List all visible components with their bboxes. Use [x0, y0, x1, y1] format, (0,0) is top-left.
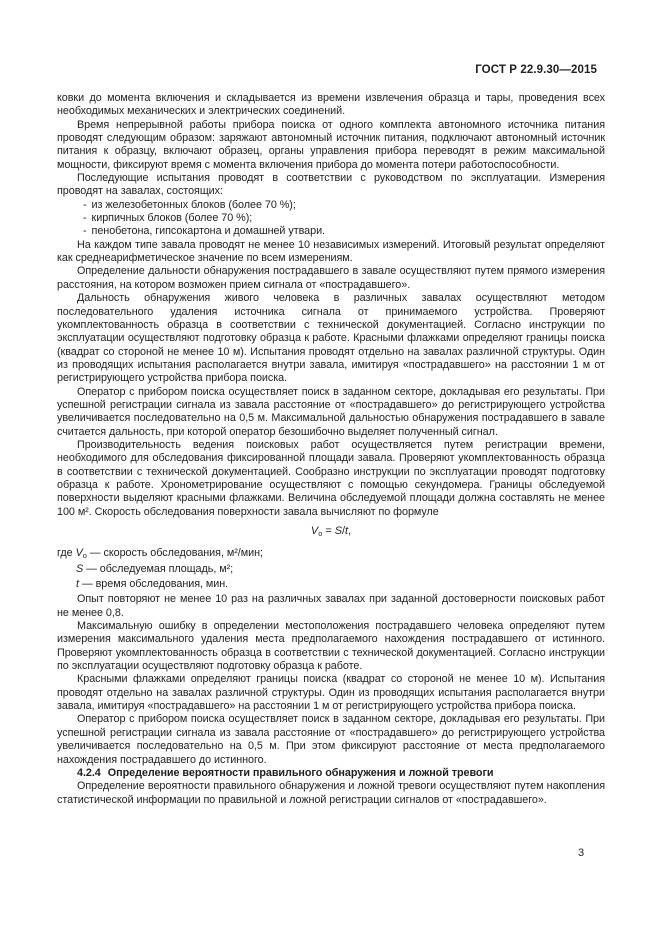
formula-comma: , [348, 525, 352, 537]
formula-subscript: о [318, 529, 323, 538]
standard-code-header: ГОСТ Р 22.9.30—2015 [475, 64, 597, 76]
paragraph: Определение вероятности правильного обнаружения и ложной тревоги осуществляют путем накопления статистической информации по правильной и ложной регистрации сигналов от «пострадавшего». [57, 780, 605, 806]
section-title: Определение вероятности правильного обнаружения и ложной тревоги [107, 766, 494, 779]
list-item-text: пенобетона, гипсокартона и домашней утвари. [91, 225, 326, 238]
list-dash: - [83, 198, 87, 211]
paragraph: Оператор с прибором поиска осуществляет поиск в заданном секторе, докладывая его результаты. При успешной регистрации сигнала из завала расстояние от «пострадавшего» до регистрирующего устройства увеличивается последовательно на 0,5 м. При этом фиксируют расстояние от места предполагаемого нахождения пострадавшего до истинного. [57, 713, 605, 766]
section-heading-4-2-4 [57, 767, 605, 780]
paragraph: Оператор с прибором поиска осуществляет поиск в заданном секторе, докладывая его результаты. При успешной регистрации сигнала из завала расстояние от «пострадавшего» до регистрирующего устройства увеличивается последовательно на 0,5 м. Максимальной дальностью обнаружения пострадавшего в завале считается дальность, при которой оператор безошибочно выделяет полученный сигнал. [57, 385, 605, 438]
document-body [57, 92, 605, 807]
paragraph: Последующие испытания проводят в соответствии с руководством по эксплуатации. Измерения проводят на завалах, состоящих: [57, 172, 605, 198]
list-item-text: кирпичных блоков (более 70 %); [91, 212, 253, 225]
definition-text: — обследуемая площадь, м²; [83, 562, 234, 575]
definition-line [57, 563, 605, 578]
section-number: 4.2.4 [77, 766, 101, 779]
paragraph: Максимальную ошибку в определении местоположения пострадавшего человека определяют путем измерения максимального удаления места предполагаемого нахождения пострадавшего от истинного. Проверяют укомплектованность образца в соответствии с технической документацией. Согласно инструкции по эксплуатации осуществляют подготовку образца к работе. [57, 620, 605, 673]
definition-text: — время обследования, мин. [78, 578, 229, 591]
paragraph: Время непрерывной работы прибора поиска от одного комплекта автономного источника питания проводят следующим образом: заряжают автономный источник питания, подключают автономный источник питания к образцу, включают образец, органы управления прибора переводят в режим максимальной мощности, фиксируют время с момента включения прибора до момента потери работоспособности. [57, 118, 605, 171]
definition-variable: S [76, 562, 84, 575]
definition-line [57, 547, 605, 562]
paragraph: Опыт повторяют не менее 10 раз на различных завалах при заданной достоверности поисковых работ не менее 0,8. [57, 593, 605, 619]
paragraph: Производительность ведения поисковых работ осуществляется путем регистрации времени, необходимого для обследования фиксированной площади завала. Проверяют укомплектованность образца в соответствии с технической документацией. Сообразно инструкции по эксплуатации проводят подготовку образца к работе. Хронометрирование осуществляют с помощью секундомера. Границы обследуемой поверхности выделяют красными флажками. Величина обследуемой площади должна составлять не менее 100 м². Скорость обследования поверхности завала вычисляют по формуле [57, 438, 605, 518]
paragraph: Определение дальности обнаружения пострадавшего в завале осуществляют путем прямого измерения расстояния, на котором возможен прием сигнала от «пострадавшего». [57, 265, 605, 291]
definition-variable: t [76, 578, 79, 591]
formula-denominator: t [345, 525, 349, 537]
list-item [57, 199, 605, 212]
definition-variable: V [75, 547, 83, 560]
definition-text: — скорость обследования, м²/мин; [86, 547, 263, 560]
paragraph: Дальность обнаружения живого человека в различных завалах осуществляют методом последовательного удаления источника сигнала от принимаемого устройства. Проверяют укомплектованность образца в соответствии с технической документацией. Согласно инструкции по эксплуатации осуществляют подготовку образца к работе. Красными флажками определяют границы поиска (квадрат со стороной не менее 10 м). Испытания проводят отдельно на завалах различной структуры. Один из проводящих испытания располагается внутри завала, имитируя «пострадавшего» на расстоянии 1 м от регистрирующего устройства прибора поиска. [57, 292, 605, 385]
list-item [57, 212, 605, 225]
formula-variable: V [310, 525, 319, 537]
page-number: 3 [578, 847, 585, 859]
paragraph: ковки до момента включения и складывается из времени извлечения образца и тары, проведения всех необходимых механических и электрических соединений. [57, 92, 605, 118]
list-dash: - [83, 225, 87, 238]
paragraph: Красными флажками определяют границы поиска (квадрат со стороной не менее 10 м). Испытания проводят отдельно на завалах различной структуры. Один из проводящих испытания располагается внутри завала, имитируя «пострадавшего» на расстоянии 1 м от регистрирующего устройства прибора поиска. [57, 673, 605, 713]
formula-slash: / [342, 525, 346, 537]
list-item-text: из железобетонных блоков (более 70 %); [91, 198, 296, 211]
paragraph: На каждом типе завала проводят не менее 10 независимых измерений. Итоговый результат определяют как среднеарифметическое значение по всем измерениям. [57, 238, 605, 265]
definition-subscript: о [82, 551, 87, 561]
list-dash: - [83, 212, 87, 225]
definition-line [57, 578, 605, 593]
formula-operator: = [322, 525, 335, 537]
formula-speed-of-survey [57, 525, 605, 540]
formula-numerator: S [334, 525, 343, 537]
list-item [57, 225, 605, 238]
definition-prefix: где [57, 547, 76, 560]
